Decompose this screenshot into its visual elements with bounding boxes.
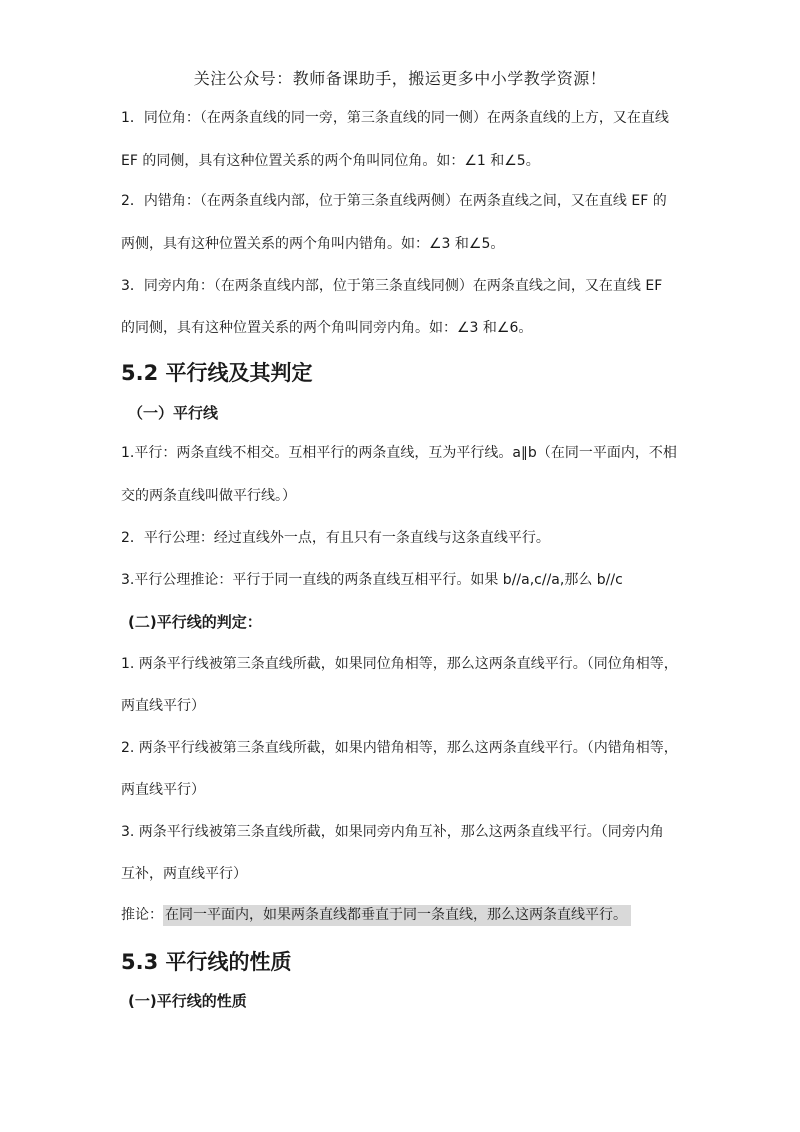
paragraph-line: 互补，两直线平行） — [121, 866, 247, 882]
paragraph-line: 两侧，具有这种位置关系的两个角叫内错角。如：∠3 和∠5。 — [121, 236, 505, 252]
paragraph-line: 2．内错角：（在两条直线内部，位于第三条直线两侧）在两条直线之间，又在直线 EF 的 — [121, 193, 667, 209]
subsection-heading-properties: (一)平行线的性质 — [128, 992, 247, 1010]
paragraph-line: 交的两条直线叫做平行线。） — [121, 488, 296, 504]
paragraph-line: 2. 两条平行线被第三条直线所截，如果内错角相等，那么这两条直线平行。（内错角相等， — [121, 740, 678, 756]
paragraph-line: 1．同位角：（在两条直线的同一旁，第三条直线的同一侧）在两条直线的上方，又在直线 — [121, 110, 669, 126]
paragraph-line: 1. 两条平行线被第三条直线所截，如果同位角相等，那么这两条直线平行。（同位角相等， — [121, 656, 678, 672]
paragraph-line: 1.平行：两条直线不相交。互相平行的两条直线，互为平行线。a∥b（在同一平面内，不相 — [121, 445, 677, 461]
paragraph-line: 两直线平行） — [121, 782, 205, 798]
paragraph-line: 3．同旁内角：（在两条直线内部，位于第三条直线同侧）在两条直线之间，又在直线 EF — [121, 278, 663, 294]
paragraph-line: 两直线平行） — [121, 698, 205, 714]
subsection-heading-determination: (二)平行线的判定： — [128, 613, 262, 631]
section-heading-5-3: 5.3 平行线的性质 — [121, 950, 292, 974]
subsection-heading-parallel-lines: （一）平行线 — [128, 404, 219, 422]
paragraph-line: EF 的同侧，具有这种位置关系的两个角叫同位角。如：∠1 和∠5。 — [121, 153, 540, 169]
paragraph-line: 的同侧，具有这种位置关系的两个角叫同旁内角。如：∠3 和∠6。 — [121, 320, 533, 336]
section-heading-5-2: 5.2 平行线及其判定 — [121, 361, 313, 385]
page-header: 关注公众号：教师备课助手，搬运更多中小学教学资源！ — [193, 69, 607, 88]
paragraph-line: 2．平行公理：经过直线外一点，有且只有一条直线与这条直线平行。 — [121, 530, 550, 546]
paragraph-line: 3.平行公理推论：平行于同一直线的两条直线互相平行。如果 b//a,c//a,那么 b//c — [121, 572, 623, 588]
corollary-line — [121, 905, 691, 925]
corollary-highlighted-text: 在同一平面内，如果两条直线都垂直于同一条直线，那么这两条直线平行。 — [163, 905, 631, 926]
paragraph-line: 3. 两条平行线被第三条直线所截，如果同旁内角互补，那么这两条直线平行。（同旁内角 — [121, 824, 664, 840]
corollary-label: 推论： — [121, 907, 163, 923]
